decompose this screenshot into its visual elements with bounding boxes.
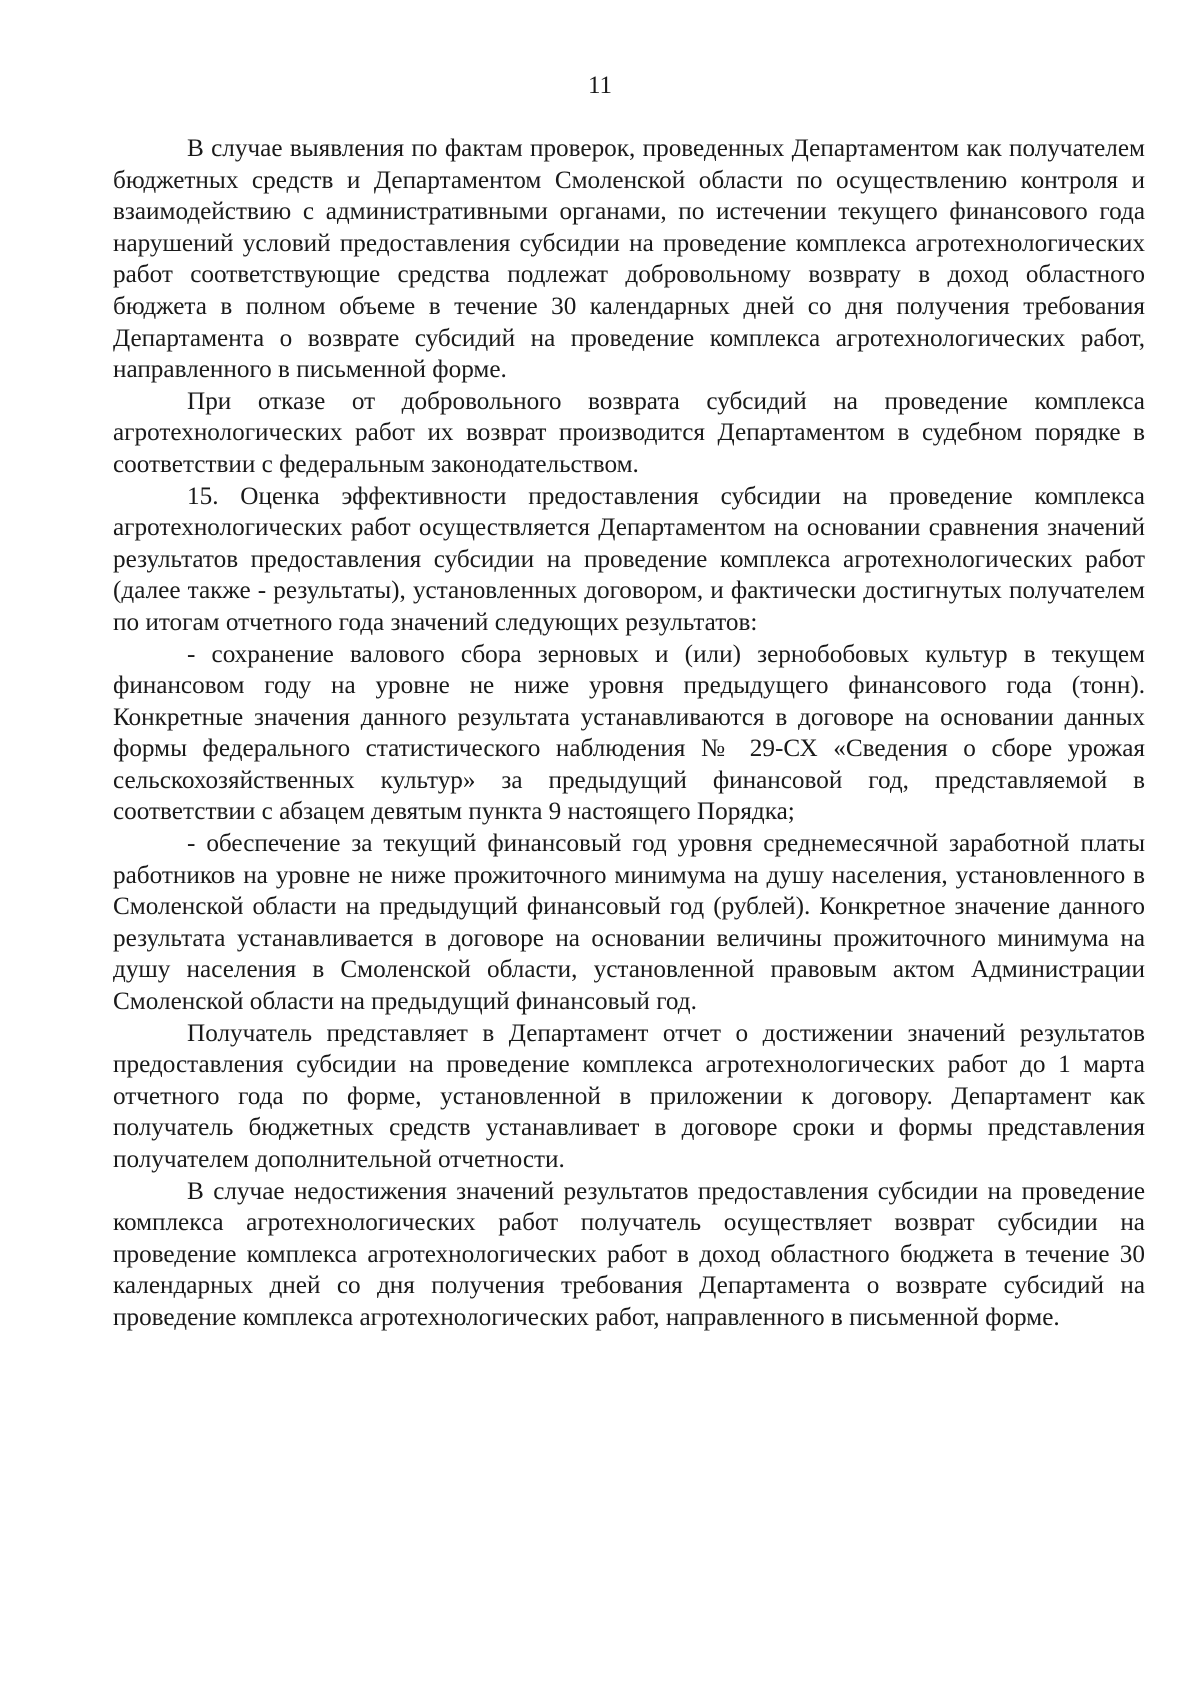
paragraph-recipient-report: Получатель представляет в Департамент отчет о достижении значений результатов предоставления субсидии на проведение комплекса агротехнологических работ до 1 марта отчетного года по форме, установленной в приложении к договору. Департамент как получатель бюджетных средств устанавливает в договоре сроки и формы представления получателем дополнительной отчетности. [113, 1019, 1145, 1173]
page-number: 11 [587, 72, 613, 99]
paragraph-section-15-efficiency: 15. Оценка эффективности предоставления субсидии на проведение комплекса агротехнологических работ осуществляется Департаментом на основании сравнения значений результатов предоставления субсидии на проведение комплекса агротехнологических работ (далее также - результаты), установленных договором, и фактически достигнутых получателем по итогам отчетного года значений следующих результатов: [113, 482, 1145, 636]
paragraph-result-grain-harvest: - сохранение валового сбора зерновых и (или) зернобобовых культур в текущем финансовом году на уровне не ниже уровня предыдущего финансового года (тонн). Конкретные значения данного результата устанавливаются в договоре на основании данных формы федерального статистического наблюдения № 29-СХ «Сведения о сборе урожая сельскохозяйственных культур» за предыдущий финансовой год, представляемой в соответствии с абзацем девятым пункта 9 настоящего Порядка; [113, 640, 1145, 826]
paragraph-refund-on-violation: В случае выявления по фактам проверок, проведенных Департаментом как получателем бюджетных средств и Департаментом Смоленской области по осуществлению контроля и взаимодействию с административными органами, по истечении текущего финансового года нарушений условий предоставления субсидии на проведение комплекса агротехнологических работ соответствующие средства подлежат добровольному возврату в доход областного бюджета в полном объеме в течение 30 календарных дней со дня получения требования Департамента о возврате субсидий на проведение комплекса агротехнологических работ, направленного в письменной форме. [113, 135, 1145, 384]
paragraph-result-average-salary: - обеспечение за текущий финансовый год уровня среднемесячной заработной платы работников на уровне не ниже прожиточного минимума на душу населения, установленного в Смоленской области на предыдущий финансовый год (рублей). Конкретное значение данного результата устанавливается в договоре на основании величины прожиточного минимума на душу населения в Смоленской области, установленной правовым актом Администрации Смоленской области на предыдущий финансовый год. [113, 830, 1145, 1016]
paragraph-refund-on-nonachievement: В случае недостижения значений результатов предоставления субсидии на проведение комплекса агротехнологических работ получатель осуществляет возврат субсидии на проведение комплекса агротехнологических работ в доход областного бюджета в течение 30 календарных дней со дня получения требования Департамента о возврате субсидий на проведение комплекса агротехнологических работ, направленного в письменной форме. [113, 1177, 1145, 1331]
paragraph-court-refund: При отказе от добровольного возврата субсидий на проведение комплекса агротехнологических работ их возврат производится Департаментом в судебном порядке в соответствии с федеральным законодательством. [113, 387, 1145, 478]
document-body [113, 133, 1145, 1334]
